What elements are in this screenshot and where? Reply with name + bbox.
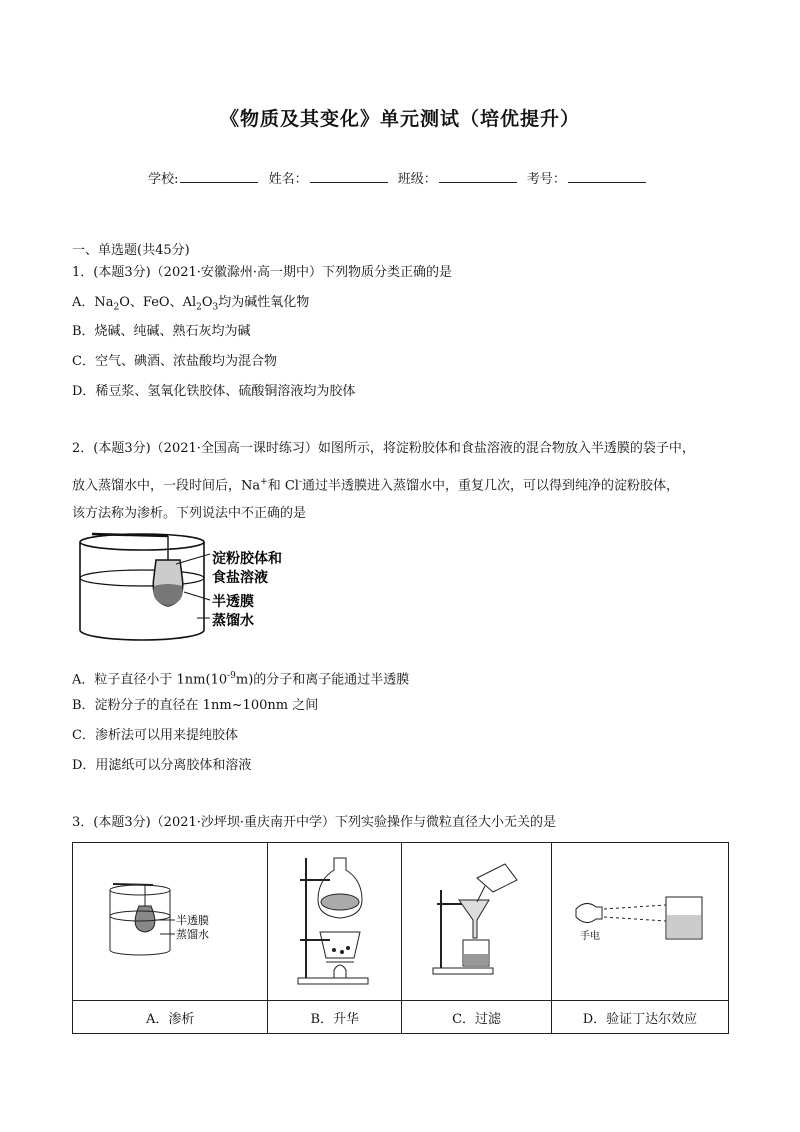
dialysis-diagram: [72, 530, 282, 646]
name-field[interactable]: [310, 170, 388, 183]
q3-option-c[interactable]: C．过滤: [402, 1001, 552, 1034]
q1-option-d: D．稀豆浆、氢氧化铁胶体、硫酸铜溶液均为胶体: [72, 384, 356, 399]
q3-options-table: [72, 842, 729, 1034]
q3-option-d[interactable]: D．验证丁达尔效应: [551, 1001, 728, 1034]
q3-image-b: [268, 843, 402, 1001]
q3-image-c: [402, 843, 552, 1001]
q3-image-d: [551, 843, 728, 1001]
name-label: 姓名：: [268, 172, 308, 187]
fig-a-label-membrane: 半透膜: [176, 913, 210, 927]
q2-option-b: B．淀粉分子的直径在 1nm~100nm 之间: [72, 698, 319, 713]
section-heading: 一、单选题(共45分): [72, 243, 190, 258]
q2-option-d: D．用滤纸可以分离胶体和溶液: [72, 758, 252, 773]
fig-a-label-water: 蒸馏水: [176, 927, 210, 941]
q2-option-c: C．渗析法可以用来提纯胶体: [72, 728, 238, 743]
filtration-diagram: [427, 860, 527, 980]
q1-option-c: C．空气、碘酒、浓盐酸均为混合物: [72, 354, 277, 369]
page-title: 《物质及其变化》单元测试（培优提升）: [219, 108, 580, 130]
dialysis-small-diagram: [105, 880, 235, 960]
q2-stem-line3: 该方法称为渗析。下列说法中不正确的是: [72, 506, 307, 521]
exam-number-label: 考号：: [526, 172, 566, 187]
sublimation-diagram: [290, 850, 380, 990]
q2-option-a: A．粒子直径小于 $1nm(10^{-9}m)$的分子和离子能通过半透膜: [72, 671, 410, 688]
fig-d-label-flashlight: 手电: [579, 930, 600, 942]
class-field[interactable]: [439, 170, 517, 183]
q1-stem: 1．(本题3分)（2021·安徽滁州·高一期中）下列物质分类正确的是: [72, 265, 453, 280]
q1-option-a: A．$Na_2O$、FeO、$Al_2O_3$均为碱性氧化物: [72, 295, 310, 313]
q2-stem-line1: 2．(本题3分)（2021·全国高一课时练习）如图所示，将淀粉胶体和食盐溶液的混合物放入半透膜的袋子中，: [72, 441, 695, 456]
fig-label-salt: 食盐溶液: [212, 570, 268, 586]
exam-number-field[interactable]: [568, 170, 646, 183]
tyndall-diagram: [570, 885, 710, 955]
q3-option-a[interactable]: A．渗析: [73, 1001, 268, 1034]
school-label: 学校:: [148, 172, 179, 187]
school-field[interactable]: [180, 170, 258, 183]
q3-image-a: [73, 843, 268, 1001]
q3-stem: 3．(本题3分)（2021·沙坪坝·重庆南开中学）下列实验操作与微粒直径大小无关的是: [72, 815, 557, 830]
fig-label-water: 蒸馏水: [212, 613, 254, 629]
q3-option-b[interactable]: B．升华: [268, 1001, 402, 1034]
q2-stem-line2: 放入蒸馏水中，一段时间后，Na+和 Cl-通过半透膜进入蒸馏水中，重复几次，可以得到纯净的淀粉胶体，: [72, 477, 679, 494]
fig-label-starch: 淀粉胶体和: [212, 551, 282, 567]
student-info-row: [0, 168, 800, 187]
q1-option-b: B．烧碱、纯碱、熟石灰均为碱: [72, 324, 251, 339]
fig-label-membrane: 半透膜: [212, 594, 254, 610]
class-label: 班级：: [397, 172, 437, 187]
